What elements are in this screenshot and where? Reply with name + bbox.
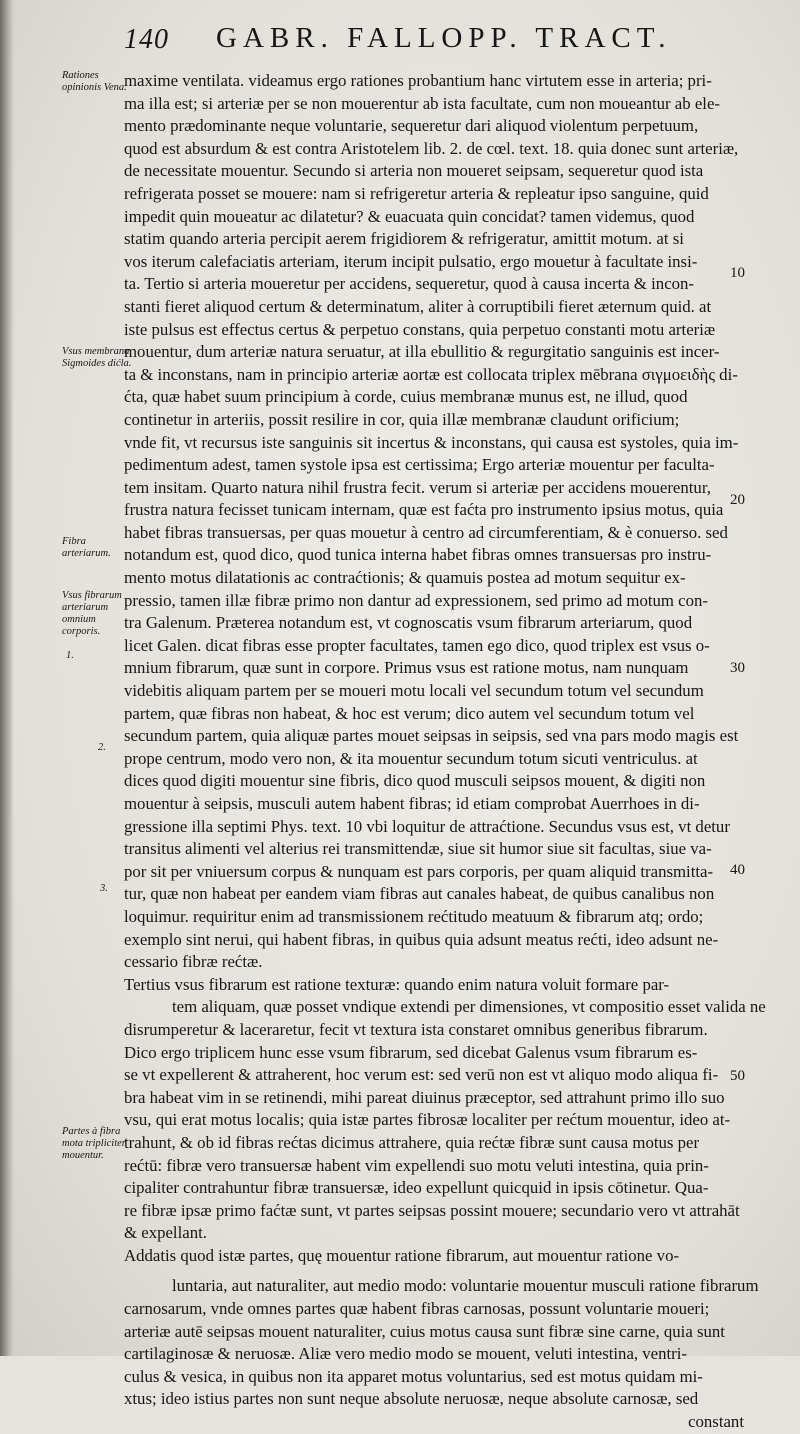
margin-note: 1. [66, 650, 74, 661]
text-line: por sit per vniuersum corpus & nunquam est pars corporis, per quam aliquid transmitta- [124, 861, 714, 881]
text-line: statim quando arteria percipit aerem frigidiorem & refrigeratur, amittit motum. at si [124, 229, 684, 249]
text-line: ma illa est; si arteriæ per se non mouerentur ab ista facultate, cum non moueantur ab ele- [124, 93, 720, 113]
text-line: tem insitam. Quarto natura nihil frustra fecit. verum si arteriæ per accidens mouerentur, [124, 477, 711, 497]
text-line: licet Galen. dicat fibras esse propter facultates, tamen ego dico, quod triplex est vsus o- [124, 635, 710, 655]
running-title: GABR. FALLOPP. TRACT. [216, 22, 672, 54]
line-marker: 40 [730, 862, 745, 878]
text-line: cartilaginosæ & neruosæ. Aliæ vero medio modo se mouent, veluti intestina, ventri- [124, 1344, 688, 1364]
text-line: iste pulsus est effectus certus & perpetuo constans, quia perpetuo constanti motu arteriæ [124, 319, 716, 339]
text-line: tra Galenum. Præterea notandum est, vt cognoscatis vsum fibrarum arteriarum, quod [124, 613, 693, 633]
text-line: loquimur. requiritur enim ad transmissionem rećtitudo meatuum & fibrarum atq; ordo; [124, 906, 704, 926]
text-line: maxime ventilata. videamus ergo rationes probantium hanc virtutem esse in arteria; pri- [124, 71, 712, 90]
margin-note: Vsus fibrarum arteriarum omnium corporis. [62, 590, 122, 637]
text-line: carnosarum, vnde omnes partes quæ habent fibras carnosas, possunt voluntarie moueri; [124, 1299, 710, 1319]
text-line: trahunt, & ob id fibras rećtas dicimus attrahere, quia rećtæ fibræ sunt causa motus per [124, 1132, 700, 1152]
text-line: partem, quæ fibras non habeat, & hoc est verum; dico autem vel secundum totum vel [124, 703, 695, 723]
text-line: stanti fieret aliquod certum & determinatum, aliter à corruptibili fieret æternum quid. at [124, 296, 712, 316]
text-line: Addatis quod istæ partes, quę mouentur ratione fibrarum, aut mouentur ratione vo- [124, 1245, 680, 1265]
text-line: cipaliter contrahuntur fibræ transuersæ, ideo expellunt quicquid in ipsis cōtinetur. Qua- [124, 1178, 709, 1198]
line-marker: 10 [730, 265, 745, 281]
text-line: gressione illa septimi Phys. text. 10 vbi loquitur de attraćtione. Secundus vsus est, vt detur [124, 816, 730, 836]
text-line: vos iterum calefaciatis arteriam, iterum incipit pulsatio, ergo mouetur à facultate insi- [124, 251, 698, 271]
text-line: refrigerata posset se mouere: nam si refrigeretur arteria & repleatur ipso sanguine, quid [124, 183, 709, 203]
text-line: frustra natura fecisset tunicam internam, quæ est faćta pro instrumento ipsius motus, quia [124, 500, 724, 520]
text-line: mento prædominante neque voluntarie, sequeretur dari aliquod violentum perpetuum, [124, 116, 699, 136]
text-line: impedit quin moueatur ac dilatetur? & euacuata quin concidat? tamen videmus, quod [124, 206, 695, 226]
margin-note: 2. [98, 742, 106, 753]
text-line: secundum partem, quia aliquæ partes mouet seipsas in seipsis, sed vna pars modo magis est [124, 726, 739, 746]
text-line: quod est absurdum & est contra Aristotelem lib. 2. de cœl. text. 18. quia donec sunt arteriæ, [124, 138, 739, 158]
text-line: re fibræ ipsæ primo faćtæ sunt, vt partes seipsas possint mouere; secundario vero vt attrahāt [124, 1200, 740, 1220]
line-marker: 20 [730, 492, 745, 508]
margin-note: Vsus membrana Sigmoides dićla. [62, 346, 132, 369]
text-line: se vt expellerent & attraherent, hoc verum est: sed verū non est vt aliquo modo aliqua fi- [124, 1065, 719, 1085]
text-line: Dico ergo triplicem hunc esse vsum fibrarum, sed dicebat Galenus vsum fibrarum es- [124, 1042, 698, 1062]
text-line: exemplo sint nerui, qui habent fibras, in quibus quia adsunt meatus rećti, ideo adsunt ne- [124, 929, 719, 949]
text-line: & expellant. [124, 1223, 207, 1243]
text-line: bra habeat vim in se retinendi, mihi pareat diuinus præceptor, sed attrahunt primo illo suo [124, 1087, 725, 1107]
text-line: ta. Tertio si arteria moueretur per accidens, sequeretur, quod à causa incerta & incon- [124, 274, 695, 294]
text-line: xtus; ideo istius partes non sunt neque absolute neruosæ, neque absolute carnosæ, sed [124, 1389, 699, 1409]
text-line: tem aliquam, quæ posset vndique extendi per dimensiones, vt compositio esset valida ne [172, 997, 766, 1017]
text-line: de necessitate mouentur. Secundo si arteria non moueret seipsam, sequeretur quod ista [124, 161, 704, 181]
page-number: 140 [124, 24, 169, 55]
text-line: dices quod digiti mouentur sine fibris, dico quod musculi seipsos mouent, & digiti non [124, 771, 706, 791]
text-line: vnde fit, vt recursus iste sanguinis sit incertus & inconstans, qui causa est systoles, quia im- [124, 432, 739, 452]
text-line: pressio, tamen illæ fibræ primo non dantur ad expressionem, sed primo ad motum con- [124, 590, 708, 610]
margin-note: Partes à fibra mota tripliciter mouentur. [62, 1126, 126, 1161]
text-line: mnium fibrarum, quæ sunt in corpore. Primus vsus est ratione motus, nam nunquam [124, 658, 689, 678]
text-line: tur, quæ non habeat per eandem viam fibras aut canales habeat, de quibus canalibus non [124, 884, 715, 904]
text-line: continetur in arteriis, possit resilire in cor, quia illæ membranæ claudunt orificium; [124, 409, 680, 429]
text-line: prope centrum, modo vero non, & ita mouentur secundum totum sicuti ventriculus. at [124, 748, 698, 768]
text-line: arteriæ autē seipsas mouent naturaliter, cuius motus causa sunt fibræ sine carne, quia sunt [124, 1321, 725, 1341]
text-line: luntaria, aut naturaliter, aut medio modo: voluntarie mouentur musculi ratione fibrarum [172, 1276, 759, 1296]
text-line: cessario fibræ rećtæ. [124, 952, 263, 972]
text-line: ta & inconstans, nam in principio arteriæ aortæ est collocata triplex mēbrana σιγμοειδὴς di- [124, 364, 738, 384]
text-line: disrumperetur & laceraretur, fecit vt textura ista constaret omnibus generibus fibrarum. [124, 1019, 708, 1039]
text-line: mouentur à seipsis, musculi autem habent fibras; id etiam comprobat Auerrhoes in di- [124, 794, 700, 813]
text-line: ćta, quæ habet suum principium à corde, cuius membranæ munus est, ne illud, quod [124, 387, 688, 407]
text-line: notandum est, quod dico, quod tunica interna habet fibras omnes transuersas pro instru- [124, 545, 712, 565]
text-line: videbitis aliquam partem per se moueri motu locali vel secundum totum vel secundum [124, 681, 704, 701]
margin-note: 3. [100, 883, 108, 894]
main-text-block [124, 70, 766, 1434]
text-line: culus & vesica, in quibus non ita apparet motus voluntarius, sed est motus quidam mi- [124, 1366, 703, 1386]
margin-note: Rationes opinionis Vena. [62, 70, 127, 93]
line-marker: 50 [730, 1068, 745, 1084]
text-line: habet fibras transuersas, per quas mouetur à centro ad circumferentiam, & è conuerso. sed [124, 522, 728, 542]
text-line: rećtū: fibræ vero transuersæ habent vim expellendi suo motu veluti intestina, quia prin- [124, 1155, 709, 1175]
text-line: mento motus dilatationis ac contraćtionis; & quamuis postea ad motum sequitur ex- [124, 568, 686, 588]
binding-gutter-shadow [0, 0, 14, 1356]
text-line: Tertius vsus fibrarum est ratione texturæ: quando enim natura voluit formare par- [124, 974, 670, 994]
text-line: pedimentum adest, tamen systole ipsa est certissima; Ergo arteriæ mouentur per faculta- [124, 455, 715, 475]
page-header [124, 22, 744, 62]
line-marker: 30 [730, 660, 745, 676]
margin-note: Fibra arteriarum. [62, 536, 111, 559]
text-line: vsu, qui erat motus localis; quia istæ partes fibrosæ localiter per rećtum mouentur, ideo at- [124, 1110, 731, 1130]
text-line: constant [688, 1412, 744, 1432]
text-line: transitus alimenti vel alterius rei transmittendæ, siue sit humor siue sit facultas, siue va- [124, 839, 712, 859]
text-line: mouentur, dum arteriæ natura seruatur, at illa ebullitio & regurgitatio sanguinis est incer- [124, 342, 720, 362]
